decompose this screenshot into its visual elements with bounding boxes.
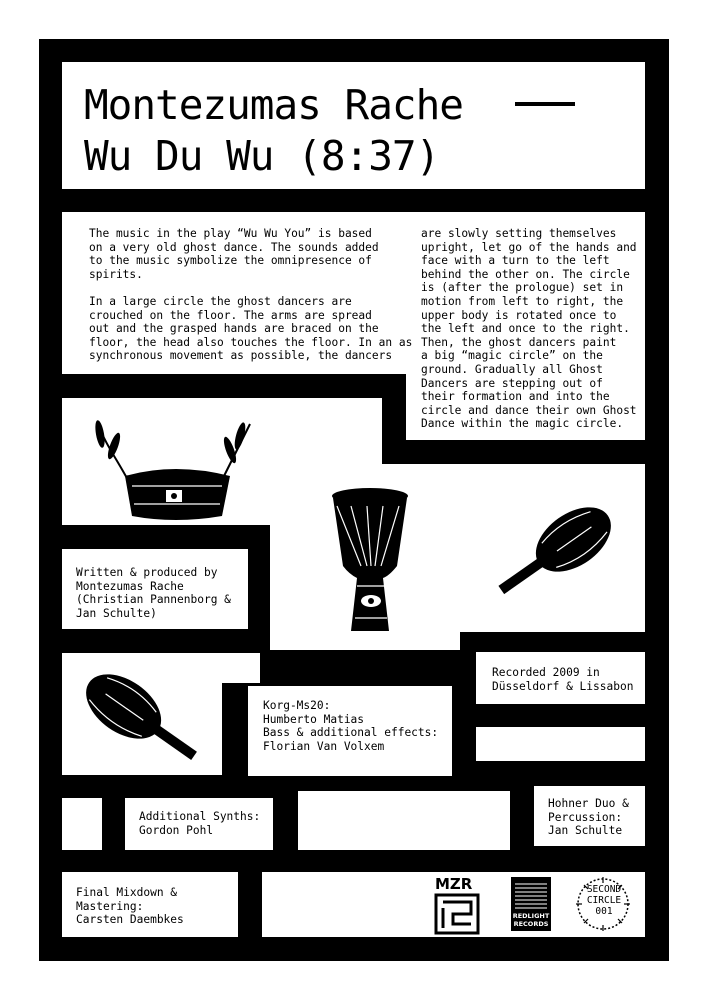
- written-credit: Written & produced by Montezumas Rache (Christian Pannenborg & Jan Schulte): [76, 566, 231, 620]
- blank-panel: [298, 791, 510, 850]
- maraca-icon: [70, 668, 210, 768]
- second-circle-text: SECOND CIRCLE 001: [586, 884, 622, 917]
- mzr-maze-icon: [435, 894, 479, 934]
- mixdown-credit: Final Mixdown & Mastering: Carsten Daembkes: [76, 886, 184, 927]
- mzr-logo: [435, 876, 481, 934]
- hohner-credit: Hohner Duo & Percussion: Jan Schulte: [548, 797, 629, 838]
- title-dash: [515, 102, 575, 106]
- djembe-drum-icon: [327, 486, 413, 641]
- synths-panel-left: [62, 798, 102, 850]
- second-circle-logo: [574, 875, 632, 933]
- maraca-icon: [487, 506, 627, 596]
- redlight-logo-line1: REDLIGHT: [512, 912, 550, 920]
- recorded-credit: Recorded 2009 in Düsseldorf & Lissabon: [492, 666, 634, 693]
- mzr-logo-text: MZR: [435, 875, 473, 893]
- synths-credit: Additional Synths: Gordon Pohl: [139, 810, 261, 837]
- redlight-logo-line2: RECORDS: [513, 920, 549, 928]
- description-right-text: are slowly setting themselves upright, let go of the hands and face with a turn to the left behind the other on. The circle is (after the prologue) set in motion from left to right, the upper body is rotated once to the left and once to the right. Then, the ghost dancers paint a big “magic circle” on the ground. Gradually all Ghost Dancers are stepping out of their formation and into the circle and dance their own Ghost Dance within the magic circle.: [421, 227, 637, 431]
- description-left-text: The music in the play “Wu Wu You” is based on a very old ghost dance. The sounds added to the music symbolize the omnipresence of spirits. In a large circle the ghost dancers are crouched on the floor. The arms are spread out and the grasped hands are braced on the floor, the head also touches the floor. In an as synchronous movement as possible, the dancers: [89, 227, 413, 363]
- headdress-icon: [90, 414, 260, 524]
- page-title: Montezumas Rache Wu Du Wu (8:37): [84, 81, 463, 180]
- redlight-stripes-icon: [511, 880, 551, 916]
- strip-panel: [476, 727, 645, 761]
- korg-credit: Korg-Ms20: Humberto Matias Bass & additional effects: Florian Van Volxem: [263, 699, 439, 753]
- redlight-logo: [511, 877, 551, 931]
